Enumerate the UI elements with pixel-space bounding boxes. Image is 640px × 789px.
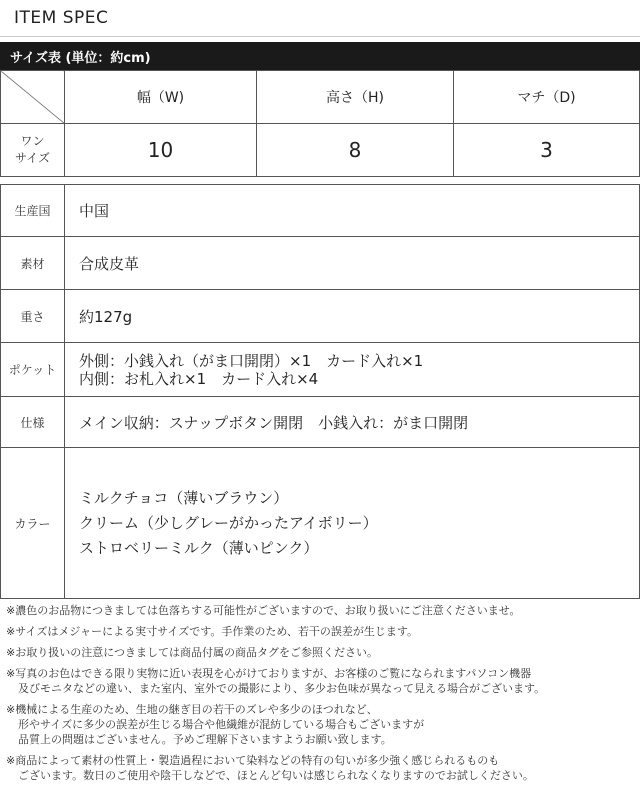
pocket-outer-line: 外側：小銭入れ（がま口開閉）×1 カード入れ×1 bbox=[79, 351, 424, 370]
notes-section bbox=[6, 603, 634, 789]
spec-row-pocket bbox=[1, 343, 640, 397]
note-odor-line1: ※商品によって素材の性質上・製造過程において染料などの特有の匂いが多少強く感じられるものも bbox=[6, 754, 500, 767]
row-label-line1: ワン bbox=[20, 134, 45, 148]
row-label-line2: サイズ bbox=[14, 151, 51, 165]
note-photo-color-line2: 及びモニタなどの違い、また室内、室外での撮影により、多少お色味が異なって見える場合がございます。 bbox=[18, 682, 546, 695]
spec-row-weight bbox=[1, 290, 640, 343]
size-chart-title-bar bbox=[0, 42, 640, 70]
spec-row-material bbox=[1, 237, 640, 290]
value-width: 10 bbox=[65, 124, 257, 177]
spec-row-origin bbox=[1, 185, 640, 237]
col-header-depth: マチ（D) bbox=[454, 71, 640, 124]
note-photo-color bbox=[6, 666, 634, 696]
size-chart-title: サイズ表 (単位：約cm) bbox=[10, 51, 151, 66]
page-title: ITEM SPEC bbox=[14, 8, 109, 28]
col-header-height: 高さ（H) bbox=[257, 71, 454, 124]
col-header-width: 幅（W) bbox=[65, 71, 257, 124]
spec-label-origin: 生産国 bbox=[1, 185, 65, 237]
value-height: 8 bbox=[257, 124, 454, 177]
note-handling: ※お取り扱いの注意につきましては商品付属の商品タグをご参照ください。 bbox=[6, 646, 378, 659]
spec-value-material: 合成皮革 bbox=[65, 237, 640, 290]
spec-row-spec bbox=[1, 397, 640, 448]
note-photo-color-line1: ※写真のお色はできる限り実物に近い表現を心がけておりますが、お客様のご覧になられますパソコン機器 bbox=[6, 667, 532, 680]
spec-value-color bbox=[65, 448, 640, 599]
note-machine-line1: ※機械による生産のため、生地の継ぎ目の若干のズレや多少のほつれなど、 bbox=[6, 703, 378, 716]
spec-label-material: 素材 bbox=[1, 237, 65, 290]
spec-value-origin: 中国 bbox=[65, 185, 640, 237]
spec-row-color bbox=[1, 448, 640, 599]
spec-label-pocket: ポケット bbox=[1, 343, 65, 397]
note-color-fading: ※濃色のお品物につきましては色落ちする可能性がございますので、お取り扱いにご注意くださいませ。 bbox=[6, 604, 521, 617]
size-table bbox=[0, 70, 640, 177]
note-odor-line2: ございます。数日のご使用や陰干しなどで、ほとんど匂いは感じられなくなりますのでお試しください。 bbox=[18, 769, 534, 782]
note-machine-production bbox=[6, 702, 634, 747]
size-value-row bbox=[1, 124, 640, 177]
value-depth: 3 bbox=[454, 124, 640, 177]
color-item-3: ストロベリーミルク（薄いピンク） bbox=[79, 538, 319, 557]
color-item-2: クリーム（少しグレーがかったアイボリー） bbox=[79, 513, 378, 532]
spec-label-color: カラー bbox=[1, 448, 65, 599]
size-header-row bbox=[1, 71, 640, 124]
note-odor bbox=[6, 753, 634, 783]
color-item-1: ミルクチョコ（薄いブラウン） bbox=[79, 488, 289, 507]
row-label-one-size bbox=[1, 124, 65, 177]
spec-value-weight: 約127g bbox=[65, 290, 640, 343]
spec-label-spec: 仕様 bbox=[1, 397, 65, 448]
spec-value-pocket bbox=[65, 343, 640, 397]
pocket-inner-line: 内側：お札入れ×1 カード入れ×4 bbox=[79, 369, 319, 388]
diagonal-corner-cell bbox=[1, 71, 65, 124]
note-machine-line2: 形やサイズに多少の誤差が生じる場合や他繊維が混紡している場合もございますが bbox=[18, 718, 425, 731]
spec-label-weight: 重さ bbox=[1, 290, 65, 343]
note-machine-line3: 品質上の問題はございません。予めご理解下さいますようお願い致します。 bbox=[18, 733, 392, 746]
spec-table bbox=[0, 184, 640, 599]
spec-value-spec: メイン収納：スナップボタン開閉 小銭入れ：がま口開閉 bbox=[65, 397, 640, 448]
item-spec-header bbox=[0, 0, 640, 37]
note-size-measure: ※サイズはメジャーによる実寸サイズです。手作業のため、若干の誤差が生じます。 bbox=[6, 625, 419, 638]
